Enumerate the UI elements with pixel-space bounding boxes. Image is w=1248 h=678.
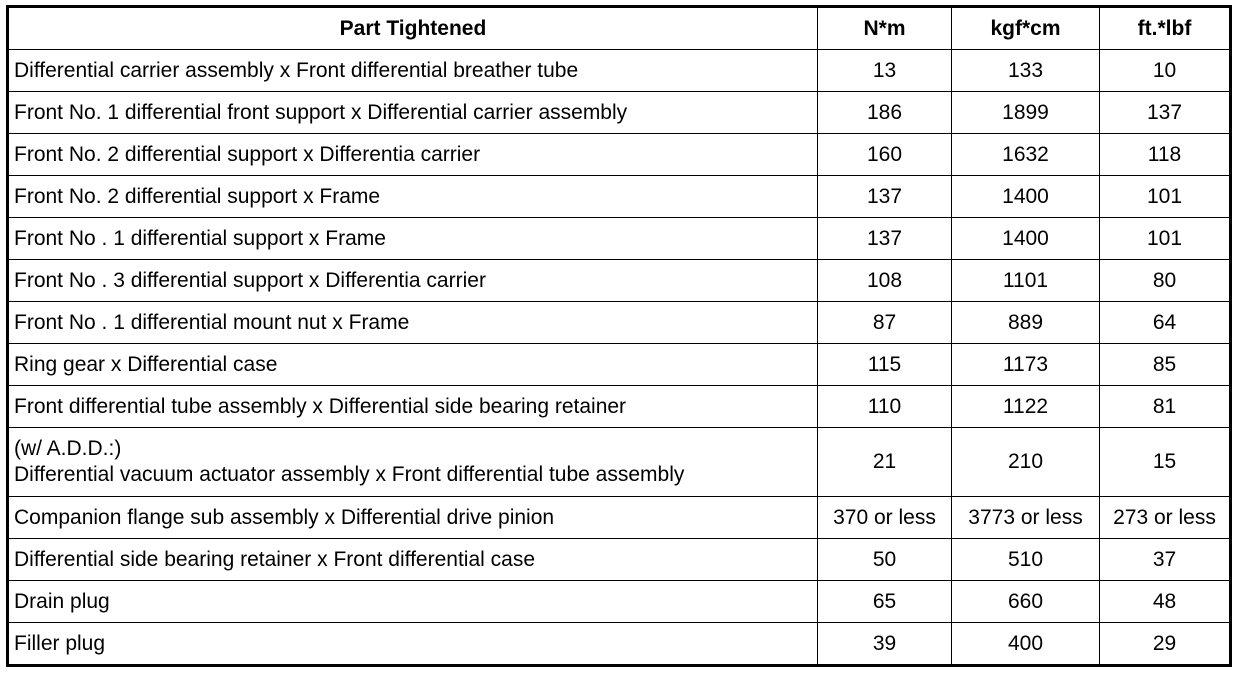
table-row bbox=[8, 92, 1231, 134]
part-cell: Drain plug bbox=[8, 581, 818, 623]
header-row bbox=[8, 7, 1231, 50]
table-row bbox=[8, 539, 1231, 581]
table-row bbox=[8, 497, 1231, 539]
part-condition-note: (w/ A.D.D.:) bbox=[14, 437, 122, 460]
part-cell: Front No . 1 differential support x Frame bbox=[8, 218, 818, 260]
table-row bbox=[8, 344, 1231, 386]
part-cell: Front differential tube assembly x Differential side bearing retainer bbox=[8, 386, 818, 428]
ftlbf-cell: 29 bbox=[1100, 623, 1231, 666]
table-row bbox=[8, 623, 1231, 666]
table-row bbox=[8, 134, 1231, 176]
ftlbf-cell: 80 bbox=[1100, 260, 1231, 302]
part-cell bbox=[8, 428, 818, 497]
ftlbf-cell: 37 bbox=[1100, 539, 1231, 581]
ftlbf-cell: 273 or less bbox=[1100, 497, 1231, 539]
part-cell: Front No. 2 differential support x Frame bbox=[8, 176, 818, 218]
ftlbf-cell: 101 bbox=[1100, 176, 1231, 218]
nm-cell: 13 bbox=[818, 50, 952, 92]
nm-cell: 65 bbox=[818, 581, 952, 623]
kgfcm-cell: 1122 bbox=[952, 386, 1100, 428]
nm-cell: 370 or less bbox=[818, 497, 952, 539]
nm-cell: 110 bbox=[818, 386, 952, 428]
header-part-tightened: Part Tightened bbox=[8, 7, 818, 50]
nm-cell: 137 bbox=[818, 218, 952, 260]
header-nm: N*m bbox=[818, 7, 952, 50]
part-cell: Ring gear x Differential case bbox=[8, 344, 818, 386]
ftlbf-cell: 15 bbox=[1100, 428, 1231, 497]
table-row bbox=[8, 260, 1231, 302]
kgfcm-cell: 889 bbox=[952, 302, 1100, 344]
part-cell: Front No . 3 differential support x Differentia carrier bbox=[8, 260, 818, 302]
nm-cell: 115 bbox=[818, 344, 952, 386]
ftlbf-cell: 101 bbox=[1100, 218, 1231, 260]
ftlbf-cell: 64 bbox=[1100, 302, 1231, 344]
part-cell: Front No. 1 differential front support x Differential carrier assembly bbox=[8, 92, 818, 134]
kgfcm-cell: 1899 bbox=[952, 92, 1100, 134]
kgfcm-cell: 400 bbox=[952, 623, 1100, 666]
table-row bbox=[8, 386, 1231, 428]
ftlbf-cell: 81 bbox=[1100, 386, 1231, 428]
part-cell: Differential carrier assembly x Front differential breather tube bbox=[8, 50, 818, 92]
part-cell: Companion flange sub assembly x Differential drive pinion bbox=[8, 497, 818, 539]
nm-cell: 39 bbox=[818, 623, 952, 666]
nm-cell: 87 bbox=[818, 302, 952, 344]
ftlbf-cell: 85 bbox=[1100, 344, 1231, 386]
part-description: Differential vacuum actuator assembly x Front differential tube assembly bbox=[14, 463, 685, 486]
kgfcm-cell: 1632 bbox=[952, 134, 1100, 176]
kgfcm-cell: 1400 bbox=[952, 218, 1100, 260]
kgfcm-cell: 1101 bbox=[952, 260, 1100, 302]
part-cell: Filler plug bbox=[8, 623, 818, 666]
nm-cell: 186 bbox=[818, 92, 952, 134]
header-kgfcm: kgf*cm bbox=[952, 7, 1100, 50]
kgfcm-cell: 210 bbox=[952, 428, 1100, 497]
kgfcm-cell: 1400 bbox=[952, 176, 1100, 218]
kgfcm-cell: 660 bbox=[952, 581, 1100, 623]
kgfcm-cell: 3773 or less bbox=[952, 497, 1100, 539]
part-cell: Front No . 1 differential mount nut x Frame bbox=[8, 302, 818, 344]
nm-cell: 21 bbox=[818, 428, 952, 497]
table-row bbox=[8, 218, 1231, 260]
kgfcm-cell: 133 bbox=[952, 50, 1100, 92]
nm-cell: 50 bbox=[818, 539, 952, 581]
header-ftlbf: ft.*lbf bbox=[1100, 7, 1231, 50]
torque-spec-table bbox=[6, 5, 1232, 667]
ftlbf-cell: 118 bbox=[1100, 134, 1231, 176]
part-cell: Differential side bearing retainer x Front differential case bbox=[8, 539, 818, 581]
table-row bbox=[8, 176, 1231, 218]
nm-cell: 137 bbox=[818, 176, 952, 218]
part-cell: Front No. 2 differential support x Differentia carrier bbox=[8, 134, 818, 176]
table-row bbox=[8, 302, 1231, 344]
table-row bbox=[8, 428, 1231, 497]
kgfcm-cell: 1173 bbox=[952, 344, 1100, 386]
nm-cell: 160 bbox=[818, 134, 952, 176]
table-row bbox=[8, 581, 1231, 623]
ftlbf-cell: 48 bbox=[1100, 581, 1231, 623]
table-row bbox=[8, 50, 1231, 92]
ftlbf-cell: 137 bbox=[1100, 92, 1231, 134]
ftlbf-cell: 10 bbox=[1100, 50, 1231, 92]
nm-cell: 108 bbox=[818, 260, 952, 302]
kgfcm-cell: 510 bbox=[952, 539, 1100, 581]
